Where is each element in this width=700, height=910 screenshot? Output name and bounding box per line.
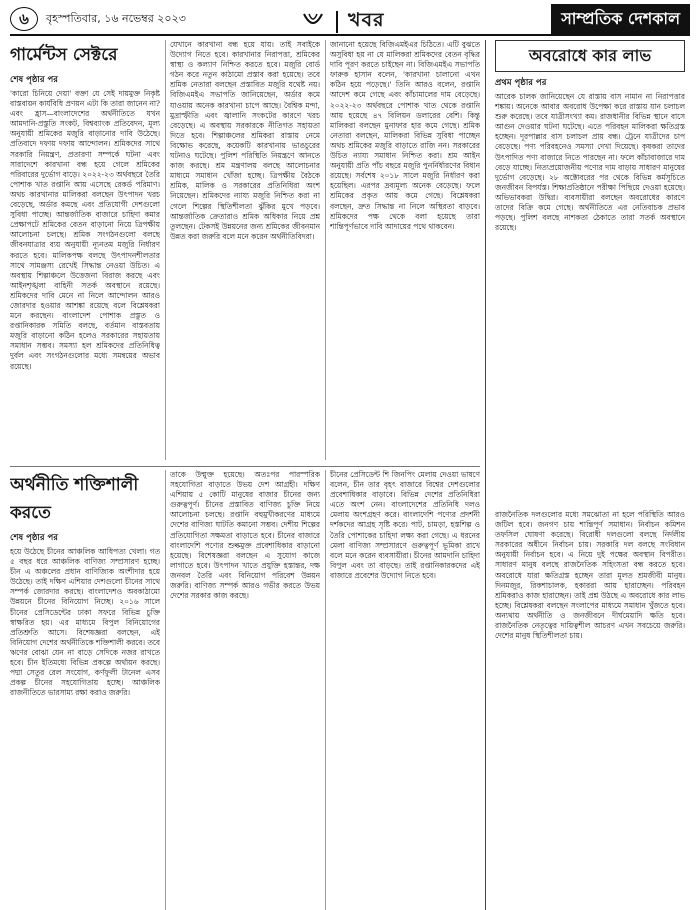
section-divider bbox=[10, 466, 480, 467]
article-grid bbox=[10, 40, 690, 910]
economy-headline: অর্থনীতি শক্তিশালী করতে bbox=[10, 475, 139, 523]
economy-column-1 bbox=[10, 470, 160, 910]
blockade-headline: অবরোধে কার লাভ bbox=[528, 46, 652, 65]
column-rule bbox=[165, 40, 166, 460]
section-label bbox=[300, 6, 385, 38]
garments-body-2: যেখানে কারখানা বন্ধ হয়ে যায়। তাই সবাইকে উদ্যোগ নিতে হবে। কারখানার নিরাপত্তা, শ্রমিকের স্বাস্থ্য ও কল্যাণ নিশ্চিত করতে হবে। মজুরি বোর্ড গঠন করে নতুন কাঠামো প্রস্তাব করা হয়েছে। তবে শ্রমিক নেতারা বলছেন প্রস্তাবিত মজুরি যথেষ্ট নয়। বিজিএমইএ সভাপতি জানিয়েছেন, অর্ডার কমে যাওয়ায় অনেক কারখানা চাপে আছে। বৈশ্বিক মন্দা, মুদ্রাস্ফীতি এবং জ্বালানি সংকটের কারণে খরচ বেড়েছে। এ অবস্থায় সরকারকে নীতিগত সহায়তা দিতে হবে। শিল্পাঞ্চলের শ্রমিকরা রাস্তায় নেমে বিক্ষোভ করেছে, কয়েকটি কারখানায় ভাঙচুরের ঘটনাও ঘটেছে। পুলিশ পরিস্থিতি নিয়ন্ত্রণে আনতে কাজ করছে। শ্রম মন্ত্রণালয় বলছে আলোচনার মাধ্যমে সমাধান খোঁজা হচ্ছে। ত্রিপক্ষীয় বৈঠকে শ্রমিক, মালিক ও সরকারের প্রতিনিধিরা অংশ নিয়েছেন। শ্রমিকদের ন্যায্য মজুরি নিশ্চিত করা না গেলে শিল্পের স্থিতিশীলতা ঝুঁকির মুখে পড়বে। আন্তর্জাতিক ক্রেতারাও শ্রমিক অধিকার নিয়ে প্রশ্ন তুলছেন। টেকসই উন্নয়নের জন্য শ্রমিকের জীবনমান উন্নত করা জরুরি বলে মনে করেন অর্থনীতিবিদরা। bbox=[170, 40, 320, 241]
page-number: ৬ bbox=[10, 7, 38, 31]
garments-kicker: শেষ পৃষ্ঠার পর bbox=[10, 75, 58, 85]
garments-column-2 bbox=[170, 40, 320, 460]
garments-body-1: 'কারো চিনিয়ে দেয়া' বক্তা যে সেই দায়মুক্ত নিকৃষ্ট বাস্তবায়ন কার্যবিধি প্রণয়ন এটা কি তারা জানেন না? এবং হ্রাস—বাংলাদেশের অর্থনীতিতে যখন আমদানি-প্রস্তুতি সংকট, বিশ্বব্যাংক প্রতিবেদন, মূল্য অনুযায়ী শ্রমিকের মজুরি বাড়ানোর দাবি উঠেছে। প্রতিবাদে দফায় দফায় আন্দোলন। শ্রমিকদের সাথে সরকারি নিয়ন্ত্রণ, প্রতারণা সম্পর্কে ঘটনা এবং সারাদেশে কারখানা বন্ধ হয়ে গেলে শ্রমিকের পরিবারের দুর্ভোগ বাড়ে। ২০২২-২৩ অর্থবছরে তৈরি পোশাক খাত রপ্তানি আয় এসেছে রেকর্ড পরিমাণ। অথচ কারখানার মালিকরা বলছেন উৎপাদন খরচ বেড়েছে, অর্ডার কমছে এবং প্রতিযোগী দেশগুলো সুবিধা পাচ্ছে। আন্তর্জাতিক বাজারে চাহিদা কমার প্রেক্ষাপটে শ্রমিকের বেতন বাড়ানো নিয়ে ত্রিপক্ষীয় আলোচনা চলছে। শ্রমিক সংগঠনগুলো বলছে জীবনযাত্রার ব্যয় অনুযায়ী ন্যূনতম মজুরি নির্ধারণ করতে হবে। মালিকপক্ষ বলছে উৎপাদনশীলতার সাথে সামঞ্জস্য রেখেই সিদ্ধান্ত নেওয়া উচিত। এ অবস্থায় শিল্পাঞ্চলে উত্তেজনা বিরাজ করছে এবং আইনশৃঙ্খলা বাহিনী সতর্ক অবস্থানে রয়েছে। শ্রমিকদের দাবি মেনে না নিলে আন্দোলন আরও জোরদার হওয়ার আশঙ্কা রয়েছে বলে বিশ্লেষকরা মনে করছেন। বাংলাদেশ পোশাক প্রস্তুত ও রপ্তানিকারক সমিতি বলছে, বর্তমান বাস্তবতায় মজুরি বাড়ানো কঠিন হলেও সরকারের সহায়তায় সমাধান সম্ভব। সমস্যা হল শ্রমিকদের প্রতিনিধিত্ব দুর্বল এবং সংগঠনগুলোর মধ্যে সমন্বয়ের অভাব রয়েছে। bbox=[10, 89, 160, 371]
blockade-body-2: রাজনৈতিক দলগুলোর মধ্যে সমঝোতা না হলে পরিস্থিতি আরও জটিল হবে। জনগণ চায় শান্তিপূর্ণ সমাধান। নির্বাচন কমিশন তফসিল ঘোষণা করেছে। বিরোধী দলগুলো বলছে নির্দলীয় সরকারের অধীনে নির্বাচন চায়। সরকারি দল বলছে সংবিধান অনুযায়ী নির্বাচন হবে। এ নিয়ে দুই পক্ষের অবস্থান বিপরীত। সাধারণ মানুষ বলছে রাজনৈতিক সহিংসতা বন্ধ করতে হবে। অবরোধে যারা ক্ষতিগ্রস্ত হচ্ছেন তারা মূলত শ্রমজীবী মানুষ। দিনমজুর, রিকশাচালক, হকাররা আয় হারাচ্ছেন। পরিবহন শ্রমিকরাও কাজ হারাচ্ছেন। তাই প্রশ্ন উঠছে এ অবরোধে কার লাভ হচ্ছে। বিশ্লেষকরা বলছেন সংলাপের মাধ্যমে সমাধান খুঁজতে হবে। অন্যথায় অর্থনীতি ও জনজীবনে দীর্ঘমেয়াদি ক্ষতি হবে। রাজনৈতিক নেতৃত্বের দায়িত্বশীল আচরণ এখন সবচেয়ে জরুরি। দেশের মানুষ স্থিতিশীলতা চায়। bbox=[495, 510, 685, 641]
section-title: খবর bbox=[348, 9, 385, 31]
economy-kicker: শেষ পৃষ্ঠার পর bbox=[10, 533, 58, 543]
economy-body-2: তাকে উন্মুক্ত হয়েছে। অতঃপর পারস্পরিক সহযোগিতা বাড়াতে উভয় দেশ আগ্রহী। দক্ষিণ এশিয়ায় ৫ কোটি মানুষের বাজার চীনের জন্য গুরুত্বপূর্ণ। চীনের প্রস্তাবিত বাণিজ্য চুক্তি নিয়ে আলোচনা চলছে। রপ্তানি বহুমুখীকরণের মাধ্যমে দেশের বাণিজ্য ঘাটতি কমানো সম্ভব। দেশীয় শিল্পের প্রতিযোগিতা সক্ষমতা বাড়াতে হবে। চীনের বাজারে বাংলাদেশি পণ্যের শুল্কমুক্ত প্রবেশাধিকার বাড়ানো হয়েছে। বিশেষজ্ঞরা বলছেন এ সুযোগ কাজে লাগাতে হবে। উৎপাদন খাতে প্রযুক্তি হস্তান্তর, দক্ষ জনবল তৈরি এবং বিনিয়োগ পরিবেশ উন্নয়ন জরুরি। বাণিজ্য সম্পর্ক আরও গভীর করতে উভয় দেশের সরকার কাজ করছে। bbox=[170, 470, 320, 601]
blockade-column-1 bbox=[495, 76, 685, 506]
page-header bbox=[10, 4, 690, 36]
blockade-headline-box bbox=[495, 40, 685, 72]
masthead: সাম্প্রতিক দেশকাল bbox=[551, 4, 690, 35]
garments-headline: গার্মেন্টস সেক্টরে bbox=[10, 45, 118, 65]
economy-column-2 bbox=[170, 470, 320, 910]
garments-column-3 bbox=[330, 40, 480, 460]
header-divider bbox=[336, 11, 338, 33]
column-rule bbox=[325, 40, 326, 460]
blockade-column-2 bbox=[495, 510, 685, 910]
section-logo-icon bbox=[300, 11, 326, 33]
blockade-body-1: আরেক চালক জানিয়েছেন যে রাস্তায় বাস নামান না নিরাপত্তার শঙ্কায়। অনেকে আবার অবরোধ উপেক্ষা করে রাস্তায় যান চলাচল শুরু করেছে। তবে যাত্রীসংখ্যা কম। রাজধানীর বিভিন্ন স্থানে বাসে আগুন দেওয়ার ঘটনা ঘটেছে। এতে পরিবহন মালিকরা ক্ষতিগ্রস্ত হচ্ছেন। দূরপাল্লার বাস চলাচল প্রায় বন্ধ। ট্রেনে যাত্রীদের চাপ বেড়েছে। পণ্য পরিবহনেও সমস্যা দেখা দিয়েছে। কৃষকরা তাদের উৎপাদিত পণ্য বাজারে নিতে পারছেন না। ফলে কাঁচাবাজারে দাম বেড়ে যাচ্ছে। নিত্যপ্রয়োজনীয় পণ্যের দাম বাড়ায় সাধারণ মানুষের দুর্ভোগ বেড়েছে। ২৮ অক্টোবরের পর থেকে বিভিন্ন কর্মসূচিতে জনজীবন বিপর্যস্ত। শিক্ষাপ্রতিষ্ঠানে পরীক্ষা পিছিয়ে দেওয়া হয়েছে। অভিভাবকরা উদ্বিগ্ন। ব্যবসায়ীরা বলছেন অবরোধের কারণে তাদের বিক্রি কমে গেছে। অর্থনীতিতে এর নেতিবাচক প্রভাব পড়ছে। পুলিশ বলছে নাশকতা ঠেকাতে তারা সতর্ক অবস্থানে রয়েছে। bbox=[495, 92, 685, 233]
blockade-kicker: প্রথম পৃষ্ঠার পর bbox=[495, 78, 547, 88]
section-rule bbox=[485, 40, 486, 910]
garments-body-3: জানানো হয়েছে বিজিএমইএর চিঠিতে। এটি বুঝতে অসুবিধা হয় না যে মালিকরা শ্রমিকদের বেতন বৃদ্ধির দাবি পূরণ করতে চাইছেন না। বিজিএমইএ সভাপতি ফারুক হাসান বলেন, 'কারখানা চালানো এখন কঠিন হয়ে পড়েছে।' তিনি আরও বলেন, রপ্তানি আদেশ কমে গেছে এবং কাঁচামালের দাম বেড়েছে। ২০২২-২৩ অর্থবছরে পোশাক খাত থেকে রপ্তানি আয় হয়েছে ৪৭ বিলিয়ন ডলারের বেশি। কিন্তু মালিকরা বলছেন মুনাফার হার কমে গেছে। শ্রমিক নেতারা বলছেন, মালিকরা বিভিন্ন সুবিধা পাচ্ছেন অথচ শ্রমিকের মজুরি বাড়াতে রাজি নন। সরকারের উচিত ন্যায্য সমাধান নিশ্চিত করা। শ্রম আইন অনুযায়ী প্রতি পাঁচ বছরে মজুরি পুনর্নির্ধারণের বিধান রয়েছে। সর্বশেষ ২০১৮ সালে মজুরি নির্ধারণ করা হয়েছিল। এরপর দ্রব্যমূল্য অনেক বেড়েছে। ফলে শ্রমিকের প্রকৃত আয় কমে গেছে। বিশ্লেষকরা বলছেন, দ্রুত সিদ্ধান্ত না নিলে অস্থিরতা বাড়বে। শ্রমিকদের পক্ষ থেকে বলা হয়েছে তারা শান্তিপূর্ণভাবে দাবি আদায়ের পথে থাকবেন। bbox=[330, 40, 480, 231]
economy-column-3 bbox=[330, 470, 480, 910]
column-rule bbox=[165, 470, 166, 910]
column-rule bbox=[325, 470, 326, 910]
issue-date: বৃহস্পতিবার, ১৬ নভেম্বর ২০২৩ bbox=[46, 11, 186, 25]
garments-column-1 bbox=[10, 40, 160, 460]
economy-body-1: হয়ে উঠেছে চীনের আঞ্চলিক আধিপত্য খেলা। গত ৫ বছর ধরে আঞ্চলিক বাণিজ্য সম্প্রসারণ হচ্ছে। চীন এ অঞ্চলের প্রধান বাণিজ্যিক অংশীদার হয়ে উঠেছে। তাই দক্ষিণ এশিয়ার দেশগুলো চীনের সাথে সম্পর্ক জোরদার করছে। বাংলাদেশও অবকাঠামো উন্নয়নে চীনের বিনিয়োগ নিচ্ছে। ২০১৬ সালে চীনের প্রেসিডেন্টের ঢাকা সফরে বিভিন্ন চুক্তি স্বাক্ষরিত হয়। এর মাধ্যমে বিপুল বিনিয়োগের প্রতিশ্রুতি আসে। বিশেষজ্ঞরা বলছেন, এই বিনিয়োগ দেশের অর্থনীতিকে শক্তিশালী করবে। তবে ঋণের বোঝা যেন না বাড়ে সেদিকে নজর রাখতে হবে। চীন ইতিমধ্যে বিভিন্ন প্রকল্পে অর্থায়ন করছে। পদ্মা সেতুর রেল সংযোগ, কর্ণফুলী টানেল এসব প্রকল্প চীনের সহযোগিতায় হচ্ছে। আঞ্চলিক রাজনীতিতে ভারসাম্য রক্ষা করাও জরুরি। bbox=[10, 547, 160, 698]
economy-body-3: চীনের প্রেসিডেন্ট শি জিনপিং মেলায় দেওয়া ভাষণে বলেন, চীন তার বৃহৎ বাজারে বিশ্বের দেশগুলোর প্রবেশাধিকার বাড়াবে। বিভিন্ন দেশের প্রতিনিধিরা এতে অংশ নেন। বাংলাদেশের প্রতিনিধি দলও মেলায় অংশগ্রহণ করে। বাংলাদেশি পণ্যের প্রদর্শনী দর্শকদের আগ্রহ সৃষ্টি করে। পাট, চামড়া, হস্তশিল্প ও তৈরি পোশাকের চাহিদা লক্ষ্য করা গেছে। এ ধরনের মেলা বাণিজ্য সম্প্রসারণে গুরুত্বপূর্ণ ভূমিকা রাখে বলে মনে করেন ব্যবসায়ীরা। চীনের আমদানি চাহিদা বিপুল এবং তা বাড়ছে। তাই রপ্তানিকারকদের এই বাজারে প্রবেশের উদ্যোগ নিতে হবে। bbox=[330, 470, 480, 580]
